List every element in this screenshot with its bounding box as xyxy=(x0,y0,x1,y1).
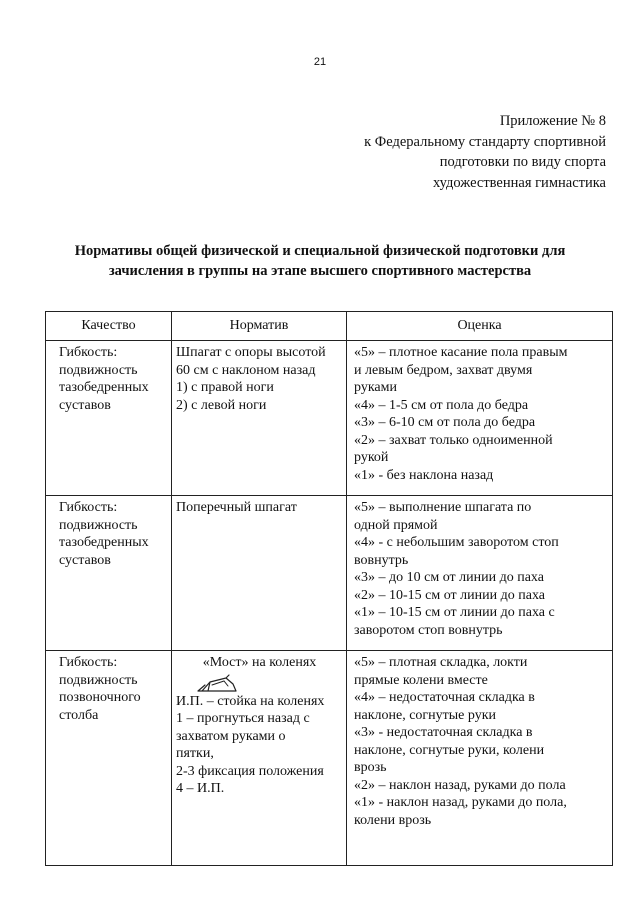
grade-text: наклоне, согнутые руки, колени xyxy=(354,742,545,758)
grade-text: «2» – захват только одноименной xyxy=(354,432,553,448)
appendix-block xyxy=(364,111,606,193)
appendix-line: к Федеральному стандарту спортивной xyxy=(364,133,606,150)
grade-cell xyxy=(347,341,613,496)
grade-text: врозь xyxy=(354,760,387,775)
document-title-line: Нормативы общей физической и специальной физической подготовки для xyxy=(74,243,566,259)
quality-text: Гибкость: xyxy=(59,655,118,670)
appendix-title: Приложение № 8 xyxy=(499,113,606,129)
norm-text: пятки, xyxy=(176,746,214,761)
quality-cell xyxy=(46,496,172,651)
table-row xyxy=(46,651,613,866)
quality-cell xyxy=(46,651,172,866)
grade-text: рукой xyxy=(354,450,389,465)
grade-cell xyxy=(347,651,613,866)
grade-text: «4» – 1-5 см от пола до бедра xyxy=(354,397,529,413)
norm-text: захватом руками о xyxy=(176,728,286,744)
quality-text: суставов xyxy=(59,552,111,568)
norm-cell xyxy=(172,341,347,496)
norms-table xyxy=(45,311,613,866)
norm-text: 1 – прогнуться назад с xyxy=(176,711,310,726)
quality-text: тазобедренных xyxy=(59,535,149,550)
quality-text: Гибкость: xyxy=(59,345,118,360)
grade-text: заворотом стоп вовнутрь xyxy=(354,622,503,638)
header-grade: Оценка xyxy=(347,312,613,341)
quality-text: подвижность xyxy=(59,362,138,378)
grade-text: прямые колени вместе xyxy=(354,672,488,688)
quality-text: подвижность xyxy=(59,517,138,533)
grade-text: «4» – недостаточная складка в xyxy=(354,690,535,705)
grade-cell xyxy=(347,496,613,651)
quality-text: позвоночного xyxy=(59,690,141,705)
norm-text: Поперечный шпагат xyxy=(176,500,297,515)
norm-text: И.П. – стойка на коленях xyxy=(176,693,325,709)
grade-text: «4» - с небольшим заворотом стоп xyxy=(354,535,559,550)
document-title xyxy=(40,241,600,281)
norm-text: 60 см с наклоном назад xyxy=(176,362,316,378)
table-row xyxy=(46,341,613,496)
grade-text: одной прямой xyxy=(354,517,438,533)
norm-title: «Мост» на коленях xyxy=(202,655,317,670)
header-norm: Норматив xyxy=(172,312,347,341)
norm-text: 2) с левой ноги xyxy=(176,397,267,413)
quality-text: подвижность xyxy=(59,672,138,688)
grade-text: колени врозь xyxy=(354,812,432,828)
header-quality: Качество xyxy=(46,312,172,341)
quality-cell xyxy=(46,341,172,496)
grade-text: наклоне, согнутые руки xyxy=(354,707,496,723)
grade-text: «1» – 10-15 см от линии до паха с xyxy=(354,605,555,620)
grade-text: «5» – плотная складка, локти xyxy=(354,655,528,670)
grade-text: «3» – 6-10 см от пола до бедра xyxy=(354,415,536,430)
grade-text: «3» – до 10 см от линии до паха xyxy=(354,570,544,585)
grade-text: вовнутрь xyxy=(354,552,409,568)
table-row xyxy=(46,496,613,651)
grade-text: «5» – выполнение шпагата по xyxy=(354,500,532,515)
norm-text: 4 – И.П. xyxy=(176,781,225,796)
norm-text: 2-3 фиксация положения xyxy=(176,763,324,779)
quality-text: столба xyxy=(59,707,99,723)
grade-text: руками xyxy=(354,380,397,395)
grade-text: «2» – 10-15 см от линии до паха xyxy=(354,587,545,603)
appendix-line: подготовки по виду спорта xyxy=(439,154,606,170)
grade-text: «1» - наклон назад, руками до пола, xyxy=(354,795,567,810)
page-number: 21 xyxy=(313,56,327,68)
grade-text: и левым бедром, захват двумя xyxy=(354,362,533,378)
appendix-line: художественная гимнастика xyxy=(432,174,606,191)
norm-cell xyxy=(172,496,347,651)
grade-text: «5» – плотное касание пола правым xyxy=(354,345,568,360)
bridge-pose-sketch-icon xyxy=(196,673,242,693)
norm-text: Шпагат с опоры высотой xyxy=(176,345,326,360)
norm-text: 1) с правой ноги xyxy=(176,380,274,395)
quality-text: суставов xyxy=(59,397,111,413)
quality-text: тазобедренных xyxy=(59,380,149,395)
quality-text: Гибкость: xyxy=(59,500,118,515)
grade-text: «2» – наклон назад, руками до пола xyxy=(354,777,566,793)
grade-text: «1» - без наклона назад xyxy=(354,467,494,483)
norm-cell xyxy=(172,651,347,866)
table-header-row xyxy=(46,312,613,341)
document-title-line: зачисления в группы на этапе высшего спортивного мастерства xyxy=(108,263,532,279)
grade-text: «3» - недостаточная складка в xyxy=(354,725,533,740)
